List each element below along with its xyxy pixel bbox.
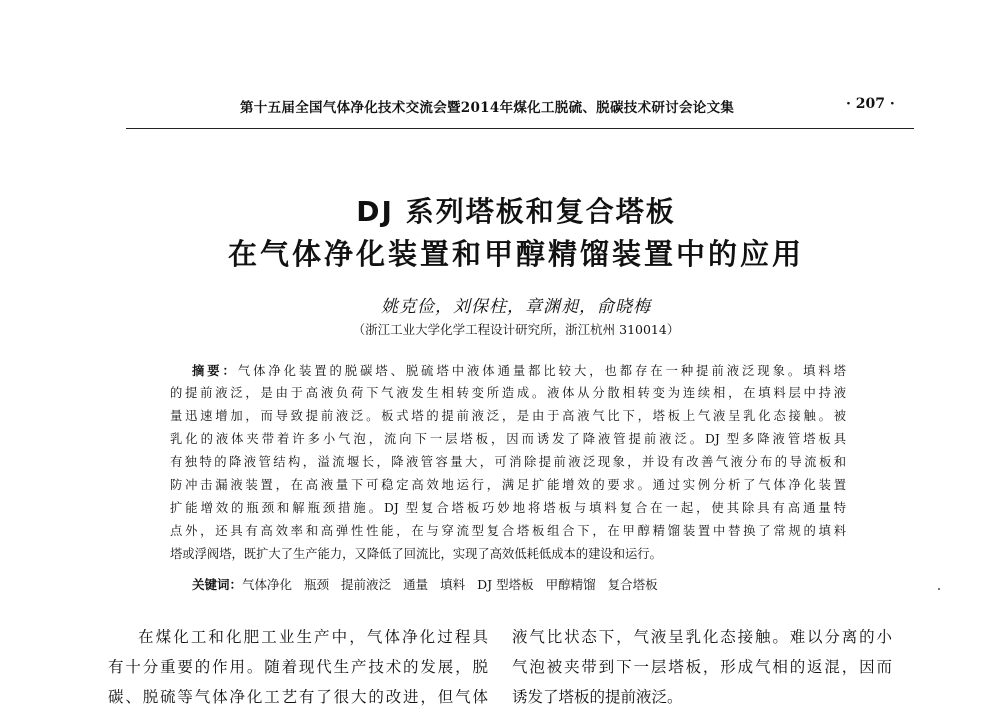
body-line: 碳、脱硫等气体净化工艺有了很大的改进，但气体 xyxy=(108,688,488,706)
abstract-line: 量迅速增加，而导致提前液泛。板式塔的提前液泛，是由于高液气比下，塔板上气液呈乳化态接触。被 xyxy=(170,409,846,423)
keyword: 甲醇精馏 xyxy=(545,577,596,592)
page-number: · 207 · xyxy=(846,96,895,112)
affiliation: （浙江工业大学化学工程设计研究所，浙江杭州 310014） xyxy=(352,322,680,337)
abstract-line: 点外，还具有高效率和高弹性性能，在与穿流型复合塔板组合下，在甲醇精馏装置中替换了常规的填料 xyxy=(170,524,846,538)
header-rule xyxy=(126,128,914,129)
authors: 姚克俭，刘保柱，章渊昶，俞晓梅 xyxy=(381,297,651,317)
abstract-text: 气体净化装置的脱碳塔、脱硫塔中液体通量都比较大，也都存在一种提前液泛现象。填料塔 xyxy=(237,364,846,378)
body-column-right xyxy=(512,622,892,712)
body-line: 在煤化工和化肥工业生产中，气体净化过程具 xyxy=(138,628,488,646)
title-line-2: 在气体净化装置和甲醇精馏装置中的应用 xyxy=(227,237,804,271)
abstract-line: 塔或浮阀塔，既扩大了生产能力，又降低了回流比，实现了高效低耗低成本的建设和运行。 xyxy=(170,547,662,561)
abstract-line: 扩能增效的瓶颈和解瓶颈措施。DJ 型复合塔板巧妙地将塔板与填料复合在一起，使其除具有高通量特 xyxy=(170,501,846,515)
scan-speck xyxy=(938,588,940,590)
running-header: 第十五届全国气体净化技术交流会暨2014年煤化工脱硫、脱碳技术研讨会论文集 xyxy=(240,100,735,116)
body-column-left xyxy=(108,622,488,712)
abstract-line: 乳化的液体夹带着许多小气泡，流向下一层塔板，因而诱发了降液管提前液泛。DJ 型多降液管塔板具 xyxy=(170,432,846,446)
keyword: 瓶颈 xyxy=(304,577,330,592)
body-line: 气泡被夹带到下一层塔板，形成气相的返混，因而 xyxy=(512,658,892,676)
title-line-1: DJ 系列塔板和复合塔板 xyxy=(356,195,676,228)
keywords-label: 关键词： xyxy=(192,577,243,592)
abstract xyxy=(170,359,846,566)
keyword: DJ 型塔板 xyxy=(477,577,534,592)
abstract-line: 防冲击漏液装置，在高液量下可稳定高效地运行，满足扩能增效的要求。通过实例分析了气体净化装置 xyxy=(170,478,846,492)
body-line: 有十分重要的作用。随着现代生产技术的发展，脱 xyxy=(108,658,488,676)
abstract-label: 摘要： xyxy=(192,363,238,378)
keyword: 填料 xyxy=(440,577,466,592)
keywords xyxy=(192,575,832,593)
keyword: 复合塔板 xyxy=(607,577,658,592)
body-line: 诱发了塔板的提前液泛。 xyxy=(512,688,683,706)
abstract-line: 的提前液泛，是由于高液负荷下气液发生相转变所造成。液体从分散相转变为连续相，在填料层中持液 xyxy=(170,386,846,400)
abstract-line: 有独特的降液管结构，溢流堰长，降液管容量大，可消除提前液泛现象，并设有改善气液分布的导流板和 xyxy=(170,455,846,469)
keyword: 提前液泛 xyxy=(341,577,392,592)
keyword: 通量 xyxy=(403,577,429,592)
body-line: 液气比状态下，气液呈乳化态接触。难以分离的小 xyxy=(512,628,892,646)
keyword: 气体净化 xyxy=(242,577,293,592)
abstract-line xyxy=(170,359,846,382)
